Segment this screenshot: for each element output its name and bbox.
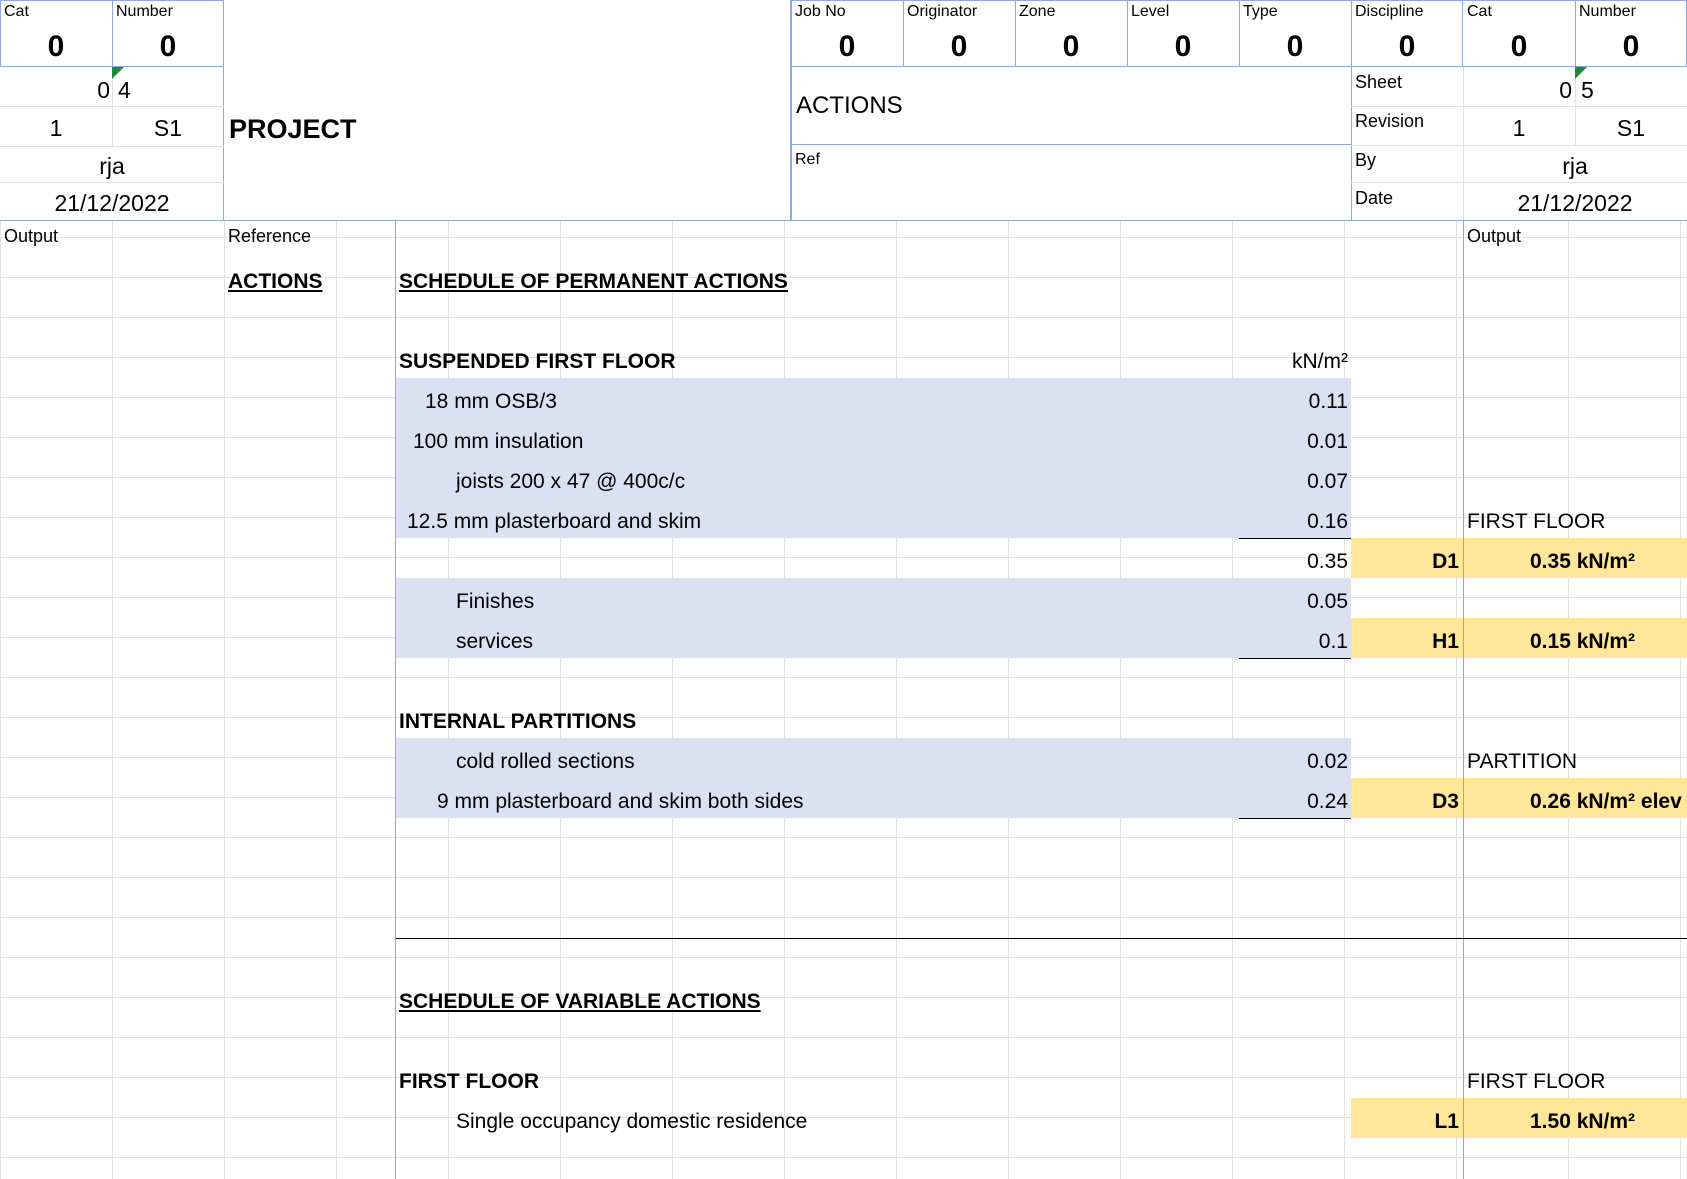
left-cat-value[interactable]: 0 bbox=[47, 30, 65, 63]
project-title[interactable]: PROJECT bbox=[229, 114, 357, 144]
l1-output[interactable]: 1.50 kN/m² bbox=[1530, 1110, 1636, 1133]
originator-label: Originator bbox=[907, 3, 978, 20]
job-no-label: Job No bbox=[795, 3, 846, 20]
perm-row-3-label[interactable]: joists 200 x 47 @ 400c/c bbox=[456, 470, 686, 493]
perm-row-2-value[interactable]: 0.01 bbox=[1307, 430, 1348, 453]
variable-heading[interactable]: SCHEDULE OF VARIABLE ACTIONS bbox=[399, 990, 761, 1013]
left-cat-label: Cat bbox=[4, 3, 29, 20]
output-right-label: Output bbox=[1467, 226, 1522, 246]
variable-first-floor-label: FIRST FLOOR bbox=[1467, 1070, 1606, 1093]
right-cat-value[interactable]: 0 bbox=[1510, 30, 1528, 63]
reference-label: Reference bbox=[228, 226, 312, 246]
services-rule bbox=[1239, 658, 1351, 659]
type-label: Type bbox=[1243, 3, 1278, 20]
partition-row-2-label[interactable]: 9 mm plasterboard and skim both sides bbox=[437, 790, 804, 813]
finishes-label[interactable]: Finishes bbox=[456, 590, 535, 613]
perm-row-4-label[interactable]: 12.5 mm plasterboard and skim bbox=[407, 510, 702, 533]
right-sheet-a[interactable]: 0 bbox=[1559, 77, 1572, 103]
perm-row-3-value[interactable]: 0.07 bbox=[1307, 470, 1348, 493]
right-number-label: Number bbox=[1579, 3, 1636, 20]
h1-output[interactable]: 0.15 kN/m² bbox=[1530, 630, 1636, 653]
originator-value[interactable]: 0 bbox=[950, 30, 968, 63]
reference-column-divider bbox=[395, 221, 396, 1179]
variable-row-label[interactable]: Single occupancy domestic residence bbox=[456, 1110, 808, 1133]
partition-rule bbox=[1239, 818, 1351, 819]
partition-row-1-value[interactable]: 0.02 bbox=[1307, 750, 1348, 773]
job-no-value[interactable]: 0 bbox=[838, 30, 856, 63]
output-column-divider bbox=[1463, 221, 1464, 1179]
d3-code[interactable]: D3 bbox=[1432, 790, 1459, 813]
right-revision-a[interactable]: 1 bbox=[1512, 115, 1526, 141]
date-label: Date bbox=[1355, 188, 1394, 208]
partition-row-2-value[interactable]: 0.24 bbox=[1307, 790, 1348, 813]
d1-code[interactable]: D1 bbox=[1432, 550, 1459, 573]
left-revision-b[interactable]: S1 bbox=[153, 115, 183, 141]
level-value[interactable]: 0 bbox=[1174, 30, 1192, 63]
level-label: Level bbox=[1131, 3, 1170, 20]
discipline-label: Discipline bbox=[1355, 3, 1424, 20]
l1-code[interactable]: L1 bbox=[1434, 1110, 1459, 1133]
finishes-value[interactable]: 0.05 bbox=[1307, 590, 1348, 613]
left-number-label: Number bbox=[116, 3, 173, 20]
perm-row-1-label[interactable]: 18 mm OSB/3 bbox=[425, 390, 557, 413]
zone-value[interactable]: 0 bbox=[1062, 30, 1080, 63]
d3-output[interactable]: 0.26 kN/m² elev bbox=[1530, 790, 1682, 813]
discipline-value[interactable]: 0 bbox=[1398, 30, 1416, 63]
first-floor-label: FIRST FLOOR bbox=[1467, 510, 1606, 533]
type-value[interactable]: 0 bbox=[1286, 30, 1304, 63]
right-date[interactable]: 21/12/2022 bbox=[1517, 190, 1633, 216]
left-number-value[interactable]: 0 bbox=[159, 30, 177, 63]
reference-heading[interactable]: ACTIONS bbox=[228, 270, 323, 293]
services-label[interactable]: services bbox=[456, 630, 534, 653]
right-sheet-b[interactable]: 5 bbox=[1581, 77, 1594, 103]
unit-label: kN/m² bbox=[1292, 350, 1348, 373]
left-revision-a[interactable]: 1 bbox=[49, 115, 63, 141]
services-value[interactable]: 0.1 bbox=[1318, 630, 1348, 653]
subtotal-rule bbox=[1239, 538, 1351, 539]
left-by[interactable]: rja bbox=[99, 153, 125, 179]
partitions-heading[interactable]: INTERNAL PARTITIONS bbox=[399, 710, 637, 733]
output-left-label: Output bbox=[4, 226, 59, 246]
d1-output[interactable]: 0.35 kN/m² bbox=[1530, 550, 1636, 573]
ref-box bbox=[791, 145, 1351, 220]
finishes-band bbox=[396, 578, 1351, 658]
perm-row-4-value[interactable]: 0.16 bbox=[1307, 510, 1348, 533]
zone-label: Zone bbox=[1019, 3, 1056, 20]
actions-title[interactable]: ACTIONS bbox=[796, 92, 903, 119]
revision-label: Revision bbox=[1355, 111, 1425, 131]
right-number-value[interactable]: 0 bbox=[1622, 30, 1640, 63]
sheet-label: Sheet bbox=[1355, 72, 1403, 92]
perm-row-2-label[interactable]: 100 mm insulation bbox=[413, 430, 584, 453]
left-date[interactable]: 21/12/2022 bbox=[54, 190, 170, 216]
suspended-floor-heading[interactable]: SUSPENDED FIRST FLOOR bbox=[399, 350, 676, 373]
ref-label: Ref bbox=[795, 151, 820, 168]
partition-label: PARTITION bbox=[1467, 750, 1578, 773]
by-label: By bbox=[1355, 150, 1377, 170]
section-divider bbox=[396, 938, 1687, 939]
permanent-heading[interactable]: SCHEDULE OF PERMANENT ACTIONS bbox=[399, 270, 788, 293]
h1-code[interactable]: H1 bbox=[1432, 630, 1459, 653]
perm-row-1-value[interactable]: 0.11 bbox=[1308, 390, 1348, 413]
partition-row-1-label[interactable]: cold rolled sections bbox=[456, 750, 635, 773]
right-cat-label: Cat bbox=[1467, 3, 1492, 20]
variable-floor-heading[interactable]: FIRST FLOOR bbox=[399, 1070, 539, 1093]
left-sheet-a[interactable]: 0 bbox=[97, 77, 110, 103]
left-sheet-b[interactable]: 4 bbox=[118, 77, 131, 103]
right-by[interactable]: rja bbox=[1562, 153, 1588, 179]
right-revision-b[interactable]: S1 bbox=[1616, 115, 1646, 141]
perm-subtotal[interactable]: 0.35 bbox=[1307, 550, 1348, 573]
